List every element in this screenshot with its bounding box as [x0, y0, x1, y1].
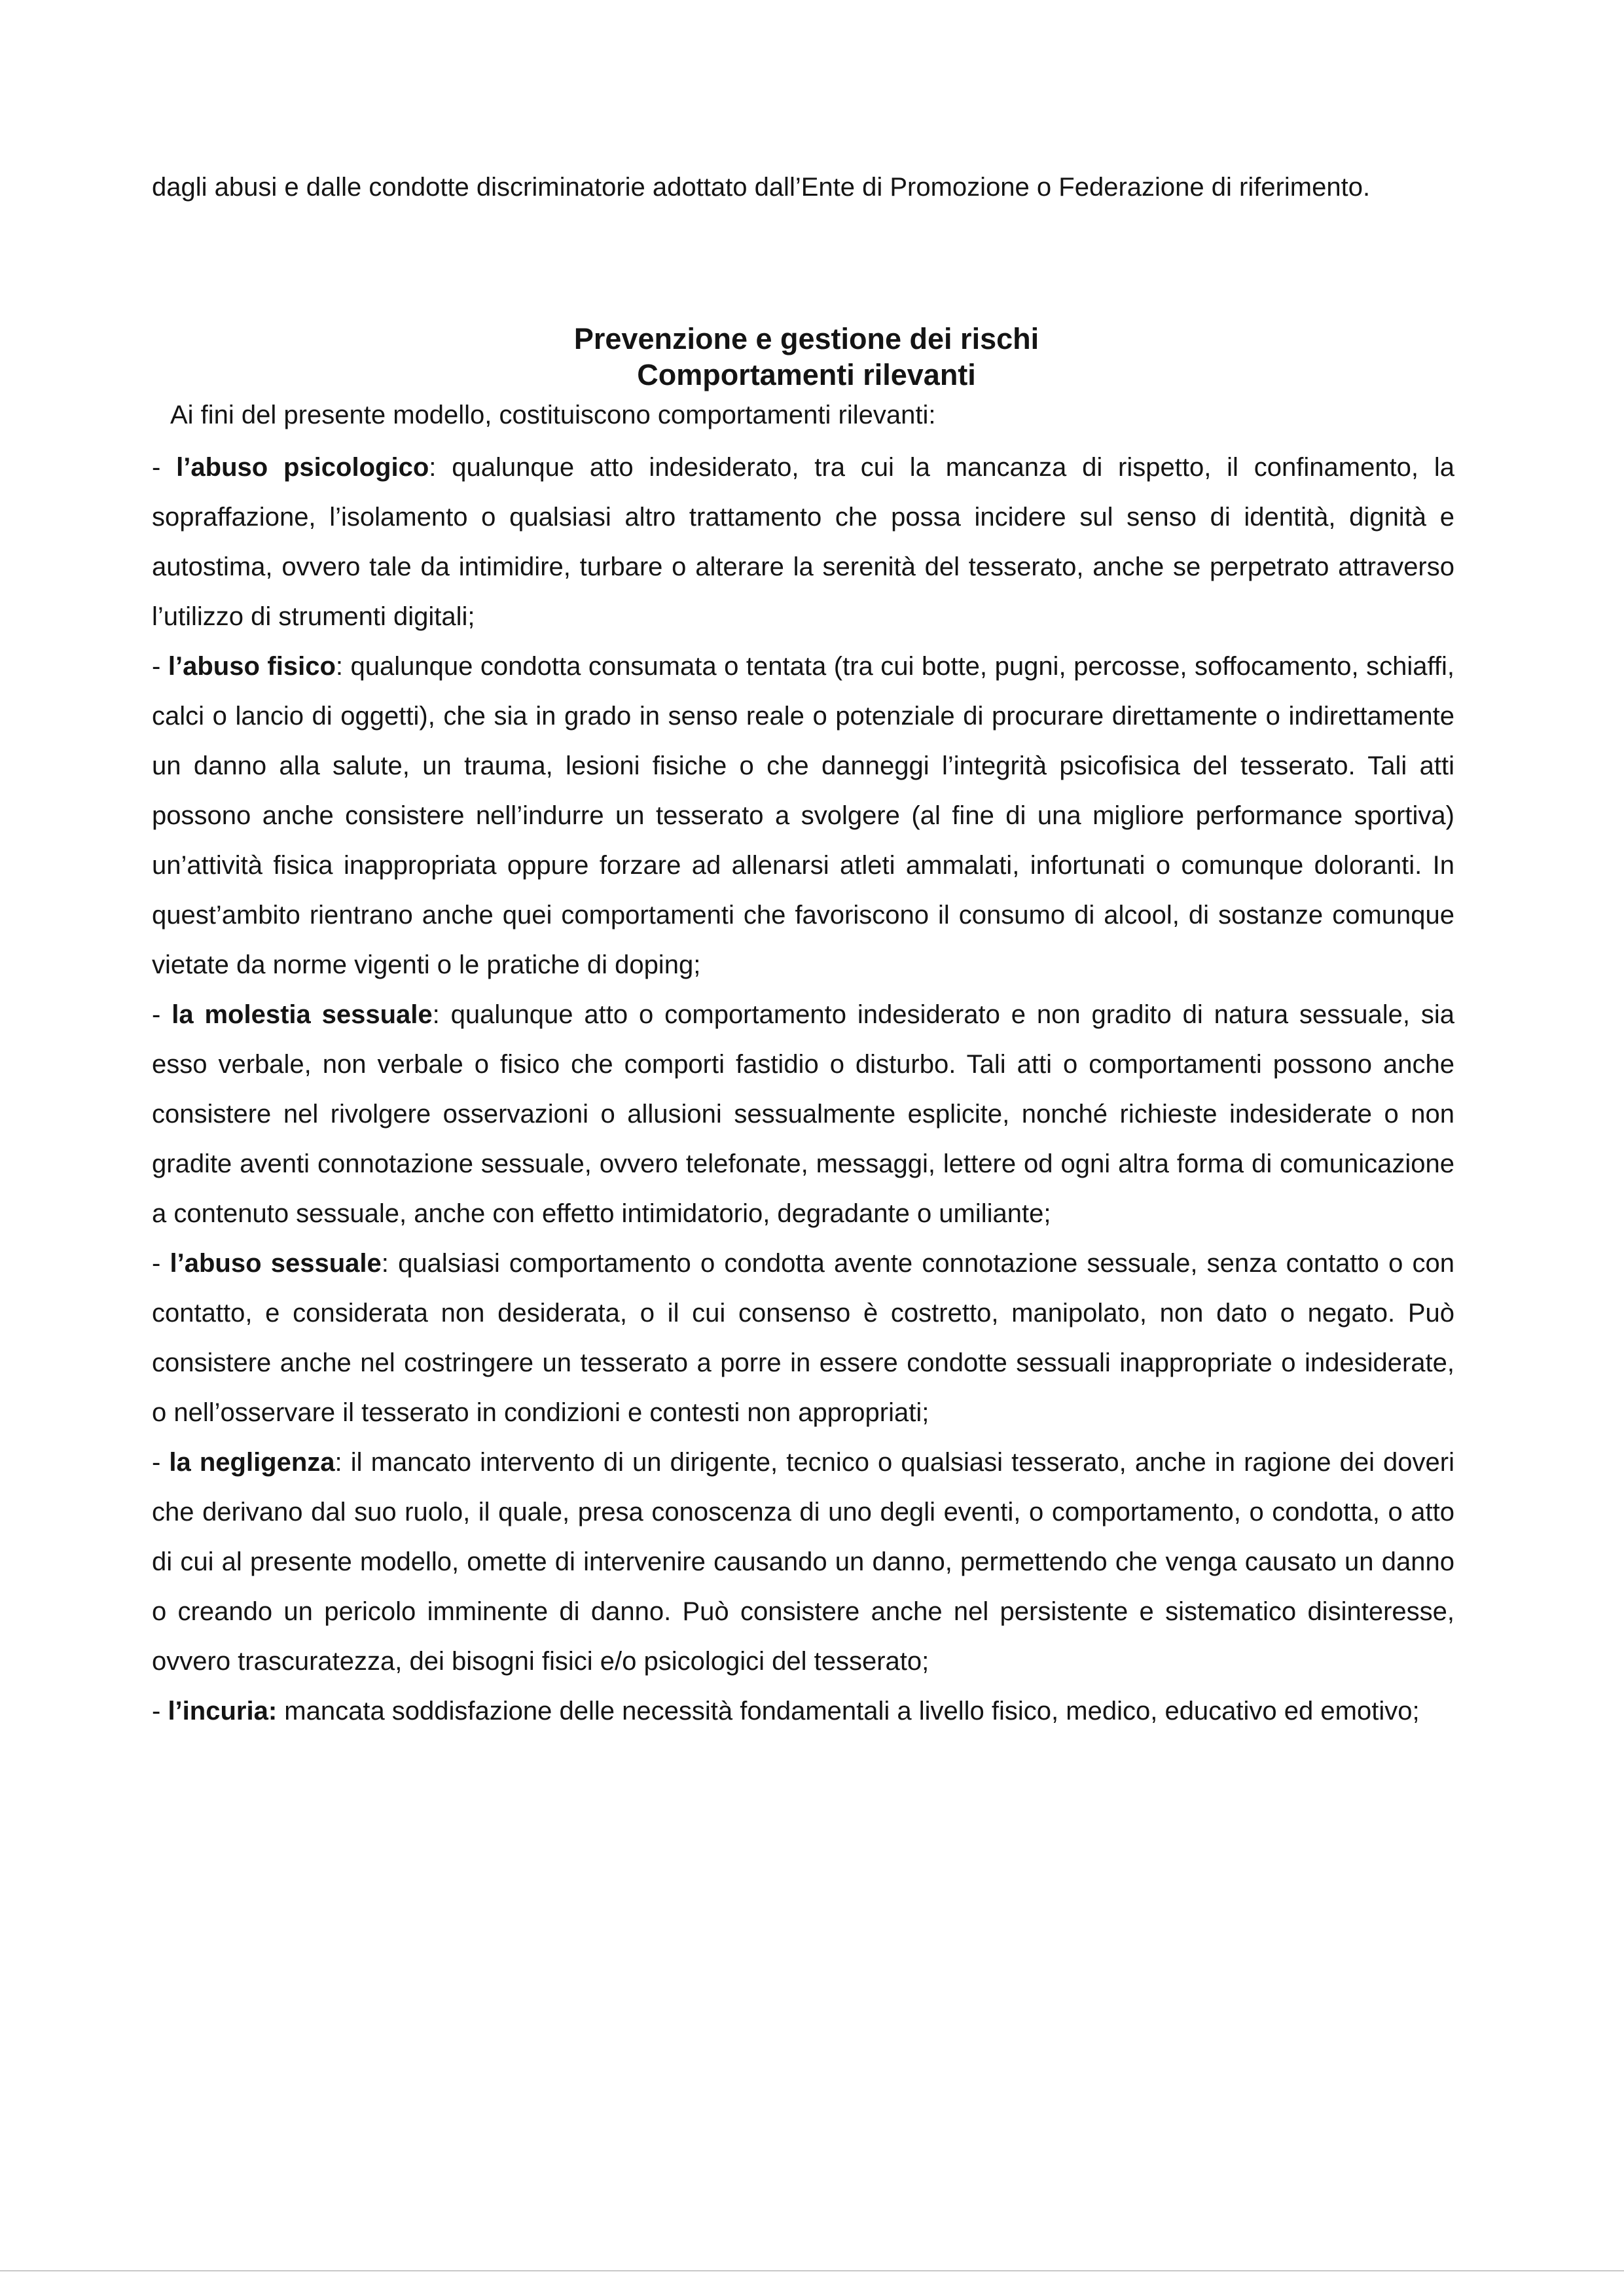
list-term: l’incuria: — [168, 1697, 278, 1726]
list-separator: : — [429, 453, 452, 482]
list-separator: : — [381, 1249, 399, 1278]
list-bullet: - — [152, 1697, 168, 1726]
list-text: qualunque atto indesiderato, tra cui la mancanza di rispetto, il confinamento, la sopraffazione, l’isolamento o qualsiasi altro trattamento che possa incidere sul senso di identità, dignità e autostima, ovvero tale da intimidire, turbare o alterare la serenità del tesserato, anche se perpetrato attraverso l’utilizzo di strumenti digitali; — [152, 453, 1455, 631]
list-term: la negligenza — [169, 1448, 335, 1477]
list-term: l’abuso psicologico — [176, 453, 429, 482]
list-text: mancata soddisfazione delle necessità fondamentali a livello fisico, medico, educativo ed emotivo; — [284, 1697, 1420, 1726]
list-term: la molestia sessuale — [171, 1000, 433, 1029]
scan-edge-line — [0, 2270, 1624, 2271]
list-bullet: - — [152, 652, 168, 681]
list-bullet: - — [152, 1249, 170, 1278]
list-item-abuso-sessuale — [152, 1238, 1454, 1437]
section-title: Prevenzione e gestione dei rischi — [573, 322, 1039, 355]
list-item-negligenza — [152, 1437, 1454, 1686]
list-text: qualsiasi comportamento o condotta avente connotazione sessuale, senza contatto o con contatto, e considerata non desiderata, o il cui consenso è costretto, manipolato, non dato o negato. Può consistere anche nel costringere un tesserato a porre in essere condotte sessuali inappropriate o indesiderate, o nell’osservare il tesserato in condizioni e contesti non appropriati; — [152, 1249, 1455, 1427]
list-term: l’abuso fisico — [168, 652, 336, 681]
list-bullet: - — [152, 1000, 172, 1029]
list-item-abuso-fisico — [152, 642, 1454, 990]
intro-paragraph — [152, 162, 1461, 212]
list-term: l’abuso sessuale — [170, 1249, 382, 1278]
list-item-molestia-sessuale — [152, 990, 1454, 1238]
behaviour-list — [152, 443, 1454, 1736]
list-bullet: - — [152, 453, 177, 482]
list-separator: : — [334, 1448, 351, 1477]
list-separator: : — [432, 1000, 451, 1029]
section-lead: Ai fini del presente modello, costituiscono comportamenti rilevanti: — [170, 401, 936, 429]
list-item-abuso-psicologico — [152, 443, 1454, 642]
list-text: qualunque atto o comportamento indesiderato e non gradito di natura sessuale, sia esso verbale, non verbale o fisico che comporti fastidio o disturbo. Tali atti o comportamenti possono anche consistere nel rivolgere osservazioni o allusioni sessualmente esplicite, nonché richieste indesiderate o non gradite aventi connotazione sessuale, ovvero telefonate, messaggi, lettere od ogni altra forma di comunicazione a contenuto sessuale, anche con effetto intimidatorio, degradante o umiliante; — [152, 1000, 1454, 1228]
list-text: il mancato intervento di un dirigente, tecnico o qualsiasi tesserato, anche in ragione dei doveri che derivano dal suo ruolo, il quale, presa conoscenza di uno degli eventi, o comportamento, o condotta, o atto di cui al presente modello, omette di intervenire causando un danno, permettendo che venga causato un danno o creando un pericolo imminente di danno. Può consistere anche nel persistente e sistematico disinteresse, ovvero trascuratezza, dei bisogni fisici e/o psicologici del tesserato; — [152, 1448, 1455, 1676]
list-text: qualunque condotta consumata o tentata (tra cui botte, pugni, percosse, soffocamento, schiaffi, calci o lancio di oggetti), che sia in grado in senso reale o potenziale di procurare direttamente o indirettamente un danno alla salute, un trauma, lesioni fisiche o che danneggi l’integrità psicofisica del tesserato. Tali atti possono anche consistere nell’indurre un tesserato a svolgere (al fine di una migliore performance sportiva) un’attività fisica inappropriata oppure forzare ad allenarsi atleti ammalati, infortunati o comunque doloranti. In quest’ambito rientrano anche quei comportamenti che favoriscono il consumo di alcool, di sostanze comunque vietate da norme vigenti o le pratiche di doping; — [152, 652, 1454, 979]
list-separator — [277, 1697, 284, 1726]
intro-text: dagli abusi e dalle condotte discriminatorie adottato dall’Ente di Promozione o Federazione di riferimento. — [152, 173, 1371, 202]
section-subtitle: Comportamenti rilevanti — [637, 358, 976, 391]
list-bullet: - — [152, 1448, 170, 1477]
list-separator: : — [335, 652, 351, 681]
list-item-incuria — [152, 1686, 1454, 1736]
